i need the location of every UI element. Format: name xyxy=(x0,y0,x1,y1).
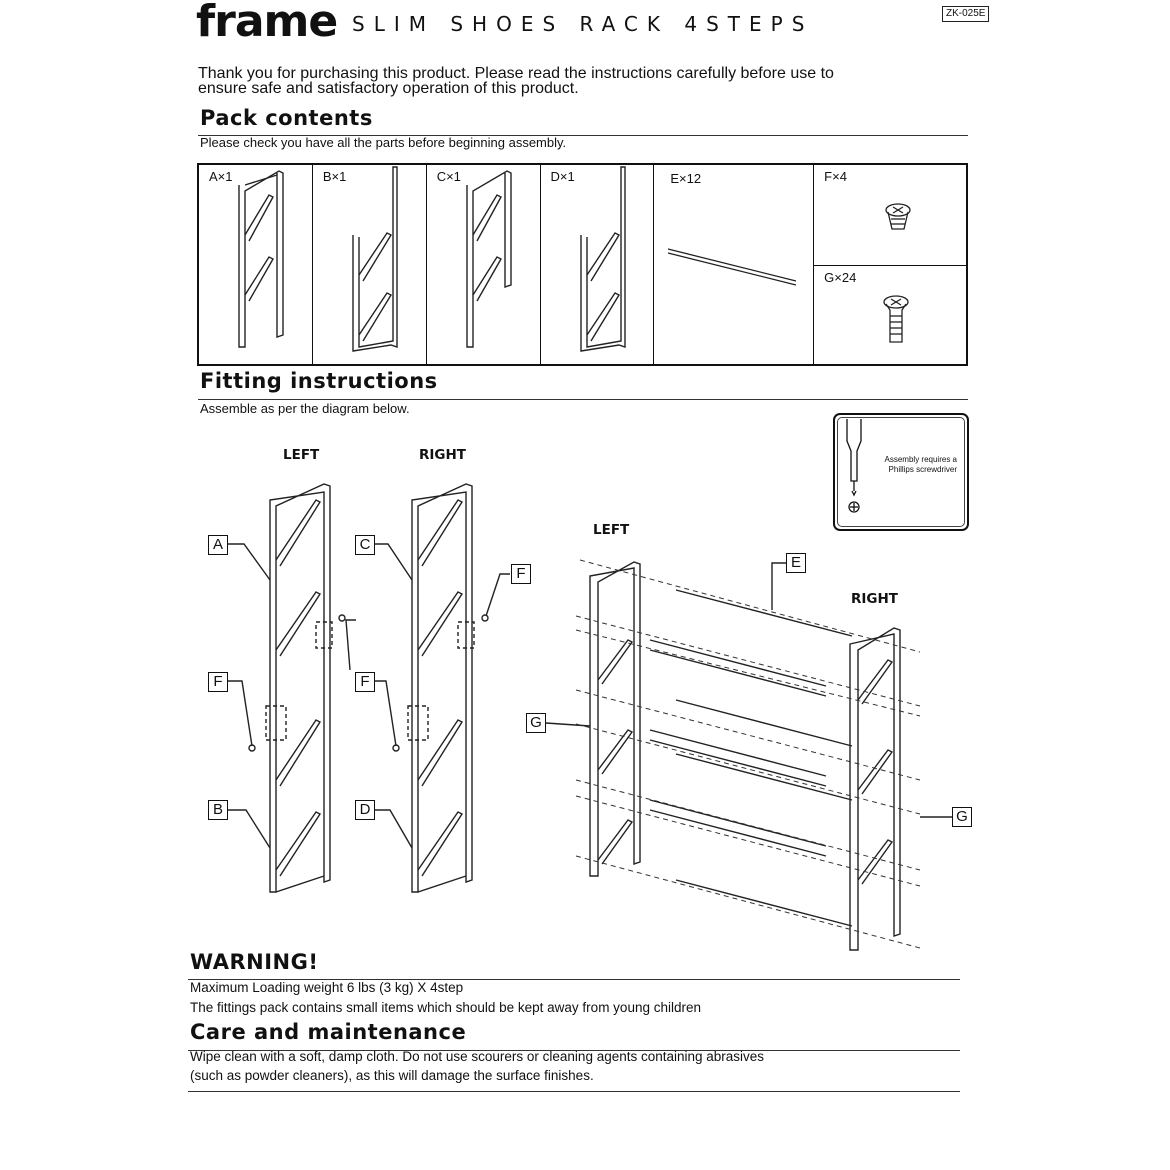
callout-c: C xyxy=(355,535,375,555)
care-line-2: (such as powder cleaners), as this will damage the surface finishes. xyxy=(190,1068,594,1083)
part-label-a: A×1 xyxy=(209,169,233,184)
callout-d: D xyxy=(355,800,375,820)
right-frame-label: RIGHT xyxy=(419,447,467,463)
part-label-c: C×1 xyxy=(436,169,461,184)
fitting-heading: Fitting instructions xyxy=(200,369,438,393)
left-frame-label: LEFT xyxy=(283,447,320,463)
callout-f-right: F xyxy=(511,564,531,584)
intro-line-2: ensure safe and satisfactory operation of this product. xyxy=(198,80,579,97)
right-side-label: RIGHT xyxy=(851,591,899,607)
callout-b: B xyxy=(208,800,228,820)
part-label-g: G×24 xyxy=(824,269,857,285)
callout-e: E xyxy=(786,553,806,573)
callout-f-left: F xyxy=(208,672,228,692)
part-label-d: D×1 xyxy=(550,169,575,184)
product-title: SLIM SHOES RACK 4STEPS xyxy=(352,12,814,36)
part-label-b: B×1 xyxy=(322,169,347,184)
pack-contents-subtitle: Please check you have all the parts before beginning assembly. xyxy=(200,135,567,150)
section-rule xyxy=(188,1091,960,1092)
brand-logo: frame xyxy=(196,0,338,47)
screwdriver-note-line-1: Assembly requires a xyxy=(884,455,957,464)
left-side-label: LEFT xyxy=(593,522,630,538)
callout-g-right: G xyxy=(952,807,972,827)
fitting-subtitle: Assemble as per the diagram below. xyxy=(200,401,410,416)
part-label-e: E×12 xyxy=(670,171,702,186)
care-line-1: Wipe clean with a soft, damp cloth. Do not use scourers or cleaning agents containing abrasives xyxy=(190,1049,765,1064)
callout-f-mid: F xyxy=(355,672,375,692)
model-code: ZK-025E xyxy=(942,6,989,22)
callout-a: A xyxy=(208,535,228,555)
care-heading: Care and maintenance xyxy=(190,1020,467,1044)
screwdriver-note-line-2: Phillips screwdriver xyxy=(888,465,957,474)
warning-heading: WARNING! xyxy=(190,950,319,974)
pack-contents-heading: Pack contents xyxy=(200,106,373,130)
callout-g-left: G xyxy=(526,713,546,733)
part-label-f: F×4 xyxy=(824,169,847,184)
warning-line-2: The fittings pack contains small items which should be kept away from young children xyxy=(190,1000,701,1015)
warning-line-1: Maximum Loading weight 6 lbs (3 kg) X 4step xyxy=(190,980,464,995)
intro-line-1: Thank you for purchasing this product. Please read the instructions carefully before use to xyxy=(198,65,834,82)
